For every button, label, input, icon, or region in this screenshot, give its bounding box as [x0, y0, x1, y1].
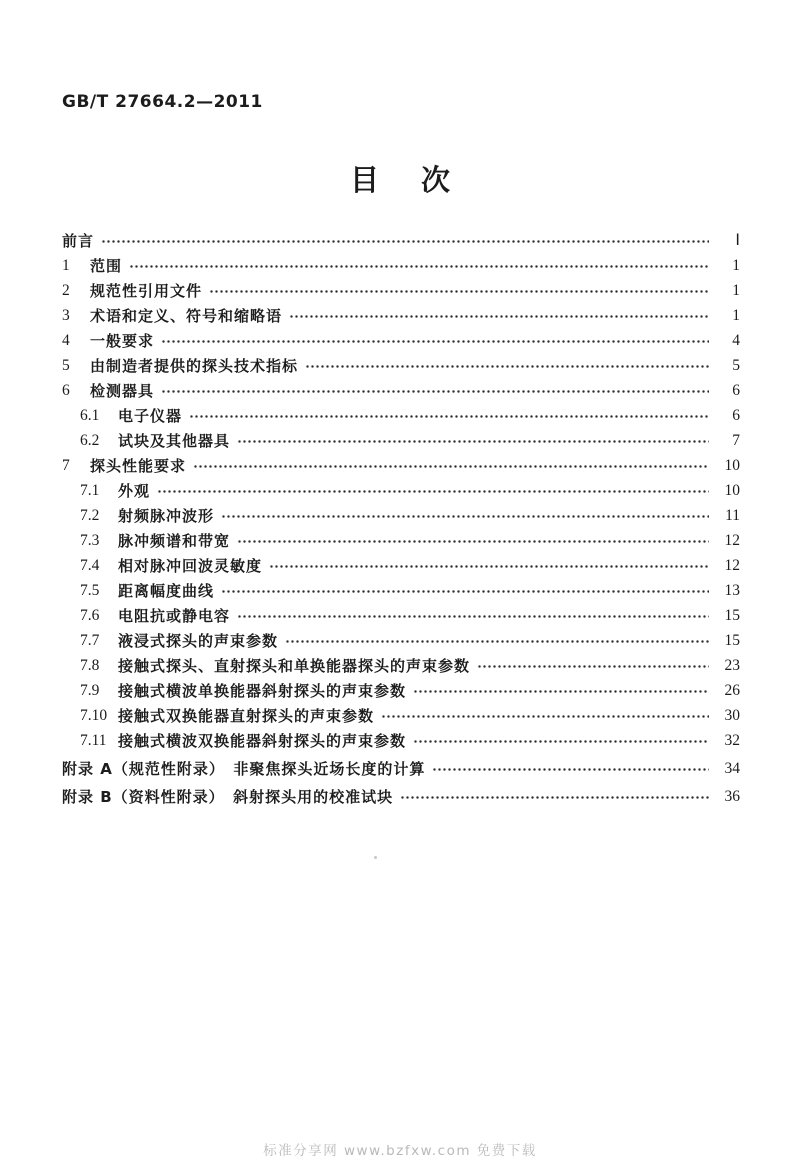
- toc-entry-page: 4: [732, 331, 740, 349]
- toc-entry: [62, 428, 740, 453]
- toc-entry-title: 范围: [90, 257, 123, 275]
- scan-artifact-dot: [374, 856, 377, 859]
- toc-entry-number: 7.11: [80, 731, 107, 749]
- toc-entry-page: 1: [732, 281, 740, 299]
- toc-entry-number: 5: [62, 356, 70, 374]
- toc-entry-number: 7.8: [80, 656, 100, 674]
- toc-entry-title: 一般要求: [90, 332, 155, 350]
- toc-entry: [62, 603, 740, 628]
- toc-entry-number: 6: [62, 381, 70, 399]
- toc-entry-number: 7.2: [80, 506, 100, 524]
- toc-entry-number: 7.6: [80, 606, 100, 624]
- dot-leader: [413, 684, 709, 699]
- toc-entry-page: 13: [724, 581, 740, 599]
- toc-entry-page: 11: [725, 506, 740, 524]
- toc-entry-page: 10: [724, 481, 740, 499]
- toc-entry: [62, 528, 740, 553]
- page-title: [0, 158, 800, 199]
- toc-entry: [62, 503, 740, 528]
- toc-entry-page: 32: [724, 731, 740, 749]
- toc-entry-title: 术语和定义、符号和缩略语: [90, 307, 283, 325]
- toc-entry-title: 前言: [62, 232, 95, 250]
- watermark-footer: 标准分享网 www.bzfxw.com 免费下载: [263, 1143, 537, 1159]
- toc-entry-number: 6.1: [80, 406, 100, 424]
- toc-entry-page: 15: [724, 631, 740, 649]
- toc-entry-number: 7.10: [80, 706, 108, 724]
- toc-entry-page: 7: [732, 431, 740, 449]
- toc-entry-number: 7.1: [80, 481, 100, 499]
- toc-entry-number: 7: [62, 456, 70, 474]
- toc-entry-title: 试块及其他器具: [118, 432, 231, 450]
- toc-entry: [62, 653, 740, 678]
- toc-entry-title: 附录 A（规范性附录） 非聚焦探头近场长度的计算: [62, 760, 426, 778]
- toc-entry-page: 36: [724, 787, 740, 805]
- toc-entry: [62, 784, 740, 809]
- toc-entry-page: Ⅰ: [735, 232, 740, 249]
- toc-entry-number: 3: [62, 306, 70, 324]
- toc-entry-title: 射频脉冲波形: [118, 507, 215, 525]
- toc-entry-title: 液浸式探头的声束参数: [118, 632, 279, 650]
- toc-entry-title: 接触式双换能器直射探头的声束参数: [118, 707, 375, 725]
- toc-entry-title: 外观: [118, 482, 151, 500]
- toc-entry: [62, 628, 740, 653]
- dot-leader: [221, 584, 709, 599]
- toc-entry-page: 10: [724, 456, 740, 474]
- standard-number: GB/T 27664.2—2011: [62, 92, 263, 112]
- dot-leader: [269, 559, 709, 574]
- dot-leader: [477, 659, 709, 674]
- dot-leader: [237, 609, 709, 624]
- toc-entry-number: 1: [62, 256, 70, 274]
- toc-entry-number: 7.9: [80, 681, 100, 699]
- toc-entry: [62, 553, 740, 578]
- dot-leader: [413, 734, 709, 749]
- dot-leader: [400, 790, 709, 805]
- dot-leader: [432, 762, 709, 777]
- toc-entry-title: 电阻抗或静电容: [118, 607, 231, 625]
- toc-entry-number: 7.5: [80, 581, 100, 599]
- toc-entry-page: 23: [724, 656, 740, 674]
- toc-entry: [62, 278, 740, 303]
- toc-entry-title: 距离幅度曲线: [118, 582, 215, 600]
- dot-leader: [101, 234, 709, 249]
- toc-entry-page: 34: [724, 759, 740, 777]
- toc-entry: [62, 453, 740, 478]
- toc-entry: [62, 728, 740, 753]
- dot-leader: [305, 359, 709, 374]
- dot-leader: [381, 709, 709, 724]
- toc-entry-title: 脉冲频谱和带宽: [118, 532, 231, 550]
- toc-entry-page: 26: [724, 681, 740, 699]
- toc-entry-title: 由制造者提供的探头技术指标: [90, 357, 299, 375]
- toc-entry-title: 附录 B（资料性附录） 斜射探头用的校准试块: [62, 788, 394, 806]
- toc-entry: [62, 228, 740, 253]
- toc-entry: [62, 403, 740, 428]
- toc-entry-page: 6: [732, 381, 740, 399]
- toc-entry: [62, 253, 740, 278]
- toc-entry-page: 12: [724, 556, 740, 574]
- dot-leader: [209, 284, 709, 299]
- toc-entry-number: 7.4: [80, 556, 100, 574]
- toc-entry-page: 1: [732, 306, 740, 324]
- page-title-char-1: 目: [349, 163, 379, 197]
- toc-entry-title: 接触式探头、直射探头和单换能器探头的声束参数: [118, 657, 471, 675]
- toc-entry-page: 1: [732, 256, 740, 274]
- toc-entry: [62, 303, 740, 328]
- dot-leader: [289, 309, 709, 324]
- toc-entry-page: 15: [724, 606, 740, 624]
- toc-entry: [62, 353, 740, 378]
- dot-leader: [161, 384, 709, 399]
- dot-leader: [221, 509, 709, 524]
- dot-leader: [129, 259, 709, 274]
- toc-entry: [62, 703, 740, 728]
- dot-leader: [193, 459, 709, 474]
- dot-leader: [161, 334, 709, 349]
- toc-entry-number: 4: [62, 331, 70, 349]
- toc-entry-page: 5: [732, 356, 740, 374]
- toc-entry: [62, 328, 740, 353]
- toc-entry-title: 接触式横波双换能器斜射探头的声束参数: [118, 732, 407, 750]
- toc-entry-title: 接触式横波单换能器斜射探头的声束参数: [118, 682, 407, 700]
- toc-entry-title: 相对脉冲回波灵敏度: [118, 557, 263, 575]
- toc-entry: [62, 578, 740, 603]
- toc-entry-title: 检测器具: [90, 382, 155, 400]
- toc-entry-title: 探头性能要求: [90, 457, 187, 475]
- toc-list: [62, 228, 740, 809]
- toc-entry: [62, 478, 740, 503]
- toc-entry: [62, 756, 740, 781]
- toc-entry-number: 7.7: [80, 631, 100, 649]
- dot-leader: [157, 484, 709, 499]
- dot-leader: [285, 634, 709, 649]
- page-title-char-2: 次: [421, 163, 451, 197]
- toc-entry: [62, 678, 740, 703]
- toc-entry-title: 规范性引用文件: [90, 282, 203, 300]
- toc-entry-number: 2: [62, 281, 70, 299]
- toc-entry-number: 7.3: [80, 531, 100, 549]
- dot-leader: [237, 434, 709, 449]
- toc-entry-number: 6.2: [80, 431, 100, 449]
- toc-entry: [62, 378, 740, 403]
- dot-leader: [237, 534, 709, 549]
- toc-entry-page: 12: [724, 531, 740, 549]
- toc-entry-page: 6: [732, 406, 740, 424]
- toc-entry-page: 30: [724, 706, 740, 724]
- toc-entry-title: 电子仪器: [118, 407, 183, 425]
- dot-leader: [189, 409, 709, 424]
